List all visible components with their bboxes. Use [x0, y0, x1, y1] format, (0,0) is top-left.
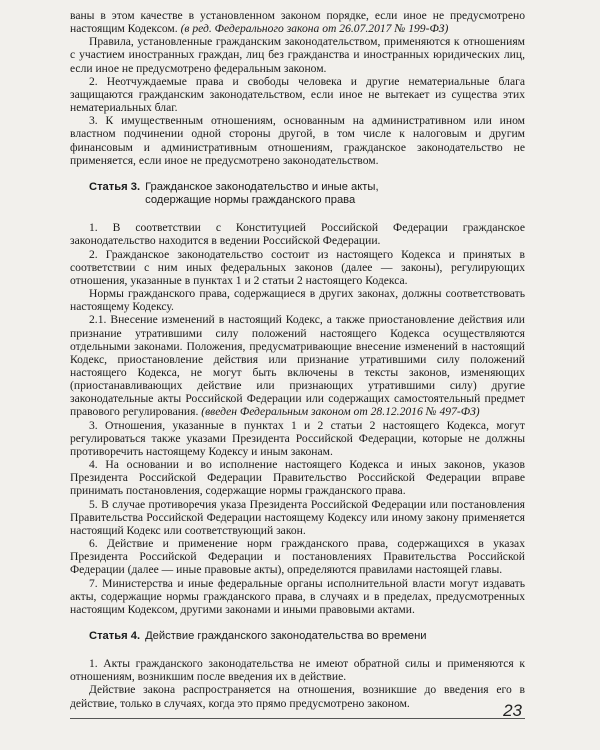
article-3-paragraph-4: 4. На основании и во исполнение настоящего Кодекса и иных законов, указов Президента Российской Федерации Правительство Российской Федерации вправе принимать постановления, содержащие нормы гражданского права. — [70, 458, 525, 498]
article-3-paragraph-2-norms: Нормы гражданского права, содержащиеся в других законах, должны соответствовать настоящему Кодексу. — [70, 287, 525, 314]
paragraph-foreign-persons: Правила, установленные гражданским законодательством, применяются к отношениям с участием иностранных граждан, лиц без гражданства и иностранных юридических лиц, если иное не предусмотрено федеральным законом. — [70, 35, 525, 75]
article-4-paragraph-1-continued: Действие закона распространяется на отношения, возникшие до введения его в действие, только в случаях, когда это прямо предусмотрено законом. — [70, 683, 525, 710]
article-3-paragraph-2-1-reference: (введен Федеральным законом от 28.12.2016 № 497-ФЗ) — [201, 405, 480, 419]
paragraph-3: 3. К имущественным отношениям, основанным на административном или ином властном подчинении одной стороны другой, в том числе к налоговым и другим финансовым и административным отношениям, гражданское законодательство не применяется, если иное не предусмотрено законодательством. — [70, 114, 525, 167]
footer-divider — [70, 718, 525, 719]
continuation-text: ваны в этом качестве в установленном законом порядке, если иное не предусмотрено настоящим Кодексом. — [70, 9, 525, 36]
paragraph-continuation — [70, 9, 525, 35]
article-3-title-line-2: содержащие нормы гражданского права — [145, 194, 356, 207]
article-3-title-line-1: Гражданское законодательство и иные акты, — [145, 180, 379, 193]
article-3-paragraph-7: 7. Министерства и иные федеральные органы исполнительной власти могут издавать акты, содержащие нормы гражданского права, в случаях и в пределах, предусмотренных настоящим Кодексом, другими законами и иными правовыми актами. — [70, 576, 525, 616]
article-3-paragraph-2: 2. Гражданское законодательство состоит из настоящего Кодекса и принятых в соответствии с ним иных федеральных законов (далее — законы), регулирующих отношения, указанные в пунктах 1 и 2 статьи 2 настоящего Кодекса. — [70, 247, 525, 287]
amendment-reference: (в ред. Федерального закона от 26.07.2017 № 199-ФЗ) — [180, 22, 449, 36]
article-3-paragraph-1: 1. В соответствии с Конституцией Российской Федерации гражданское законодательство находится в ведении Российской Федерации. — [70, 221, 525, 248]
article-4-title: Действие гражданского законодательства во времени — [145, 629, 427, 642]
paragraph-2: 2. Неотчуждаемые права и свободы человека и другие нематериальные блага защищаются гражданским законодательством, если иное не вытекает из существа этих нематериальных благ. — [70, 74, 525, 115]
article-3-heading — [70, 181, 525, 207]
article-3-label: Статья 3. — [89, 180, 141, 193]
article-3-paragraph-5: 5. В случае противоречия указа Президента Российской Федерации или постановления Правительства Российской Федерации настоящему Кодексу или иному закону применяется настоящий Кодекс или соответствующий закон. — [70, 497, 525, 537]
page-body — [70, 9, 525, 710]
article-3-paragraph-3: 3. Отношения, указанные в пунктах 1 и 2 статьи 2 настоящего Кодекса, могут регулироваться также указами Президента Российской Федерации, которые не должны противоречить настоящему Кодексу и иным законам. — [70, 418, 525, 458]
article-4-paragraph-1: 1. Акты гражданского законодательства не имеют обратной силы и применяются к отношениям, возникшим после введения их в действие. — [70, 657, 525, 684]
article-3-paragraph-6: 6. Действие и применение норм гражданского права, содержащихся в указах Президента Российской Федерации и постановлениях Правительства Российской Федерации (далее — иные правовые акты), определяются правилами настоящей главы. — [70, 537, 525, 577]
article-4-heading — [70, 630, 525, 643]
article-4-label: Статья 4. — [89, 629, 141, 642]
article-3-title — [145, 181, 378, 207]
page-number: 23 — [503, 701, 522, 720]
article-3-paragraph-2-1-text: 2.1. Внесение изменений в настоящий Кодекс, а также приостановление действия или признание утратившими силу положений настоящего Кодекса осуществляются отдельными законами. Положения, предусматривающие внесение изменений в настоящий Кодекс, приостановление действия или признание утратившими силу положений настоящего Кодекса, не могут быть включены в тексты законов, изменяющих (приостанавливающих действие или признающих утратившими силу) другие законодательные акты Российской Федерации или содержащих самостоятельный предмет правового регулирования. — [70, 313, 525, 419]
article-3-paragraph-2-1 — [70, 313, 525, 418]
